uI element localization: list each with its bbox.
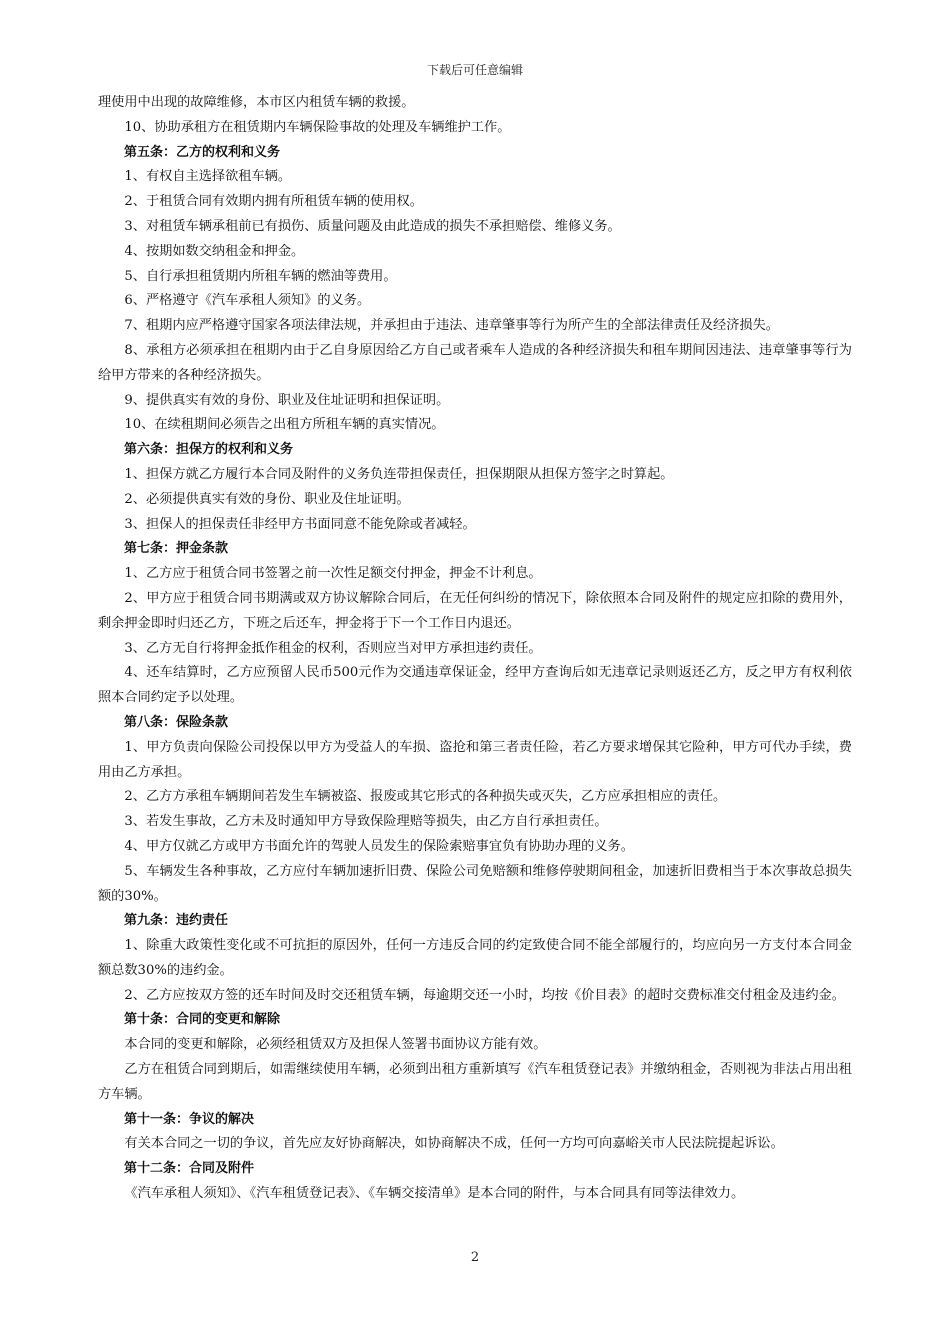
section-heading: 第七条：押金条款 <box>124 541 229 557</box>
clause-paragraph: 6、严格遵守《汽车承租人须知》的义务。 <box>124 293 371 309</box>
clause-paragraph: 2、乙方方承租车辆期间若发生车辆被盗、报废或其它形式的各种损失或灭失，乙方应承担相应的责任。 <box>124 789 727 805</box>
clause-paragraph: 1、有权自主选择欲租车辆。 <box>124 169 292 185</box>
clause-paragraph: 4、甲方仅就乙方或甲方书面允许的驾驶人员发生的保险索赔事宜负有协助办理的义务。 <box>124 838 634 854</box>
clause-paragraph: 2、于租赁合同有效期内拥有所租赁车辆的使用权。 <box>124 194 423 210</box>
page-header: 下载后可任意编辑 <box>426 63 523 77</box>
clause-paragraph: 9、提供真实有效的身份、职业及住址证明和担保证明。 <box>124 392 450 408</box>
clause-paragraph: 4、按期如数交纳租金和押金。 <box>124 243 305 259</box>
clause-paragraph: 理使用中出现的故障维修，本市区内租赁车辆的救援。 <box>98 95 415 110</box>
clause-paragraph: 3、对租赁车辆承租前已有损伤、质量问题及由此造成的损失不承担赔偿、维修义务。 <box>124 218 621 234</box>
section-heading: 第十一条：争议的解决 <box>124 1111 255 1127</box>
page-number: 2 <box>470 1250 480 1265</box>
clause-paragraph: 10、协助承租方在租赁期内车辆保险事故的处理及车辆维护工作。 <box>124 119 511 135</box>
clause-paragraph: 《汽车承租人须知》、《汽车租赁登记表》、《车辆交接清单》是本合同的附件，与本合同具有同等法律效力。 <box>124 1186 745 1202</box>
clause-paragraph: 3、乙方无自行将押金抵作租金的权利，否则应当对甲方承担违约责任。 <box>124 640 542 656</box>
clause-paragraph: 乙方在租赁合同到期后，如需继续使用车辆，必须到出租方重新填写《汽车租赁登记表》并缴纳租金，否则视为非法占用出租方车辆。 <box>98 1062 852 1102</box>
clause-paragraph: 5、车辆发生各种事故，乙方应付车辆加速折旧费、保险公司免赔额和维修停驶期间租金，加速折旧费相当于本次事故总损失额的30%。 <box>98 863 852 904</box>
clause-paragraph: 4、还车结算时，乙方应预留人民币500元作为交通违章保证金，经甲方查询后如无违章记录则返还乙方，反之甲方有权利依照本合同约定予以处理。 <box>98 665 852 706</box>
clause-paragraph: 2、必须提供真实有效的身份、职业及住址证明。 <box>124 491 410 507</box>
section-heading: 第九条：违约责任 <box>124 913 229 929</box>
clause-paragraph: 2、乙方应按双方签的还车时间及时交还租赁车辆，每逾期交还一小时，均按《价目表》的超时交费标准交付租金及违约金。 <box>124 987 845 1003</box>
section-heading: 第十二条：合同及附件 <box>124 1161 255 1177</box>
section-heading: 第六条：担保方的权利和义务 <box>124 442 294 458</box>
document-body <box>98 91 852 1207</box>
clause-paragraph: 有关本合同之一切的争议，首先应友好协商解决，如协商解决不成，任何一方均可向嘉峪关市人民法院提起诉讼。 <box>124 1136 784 1152</box>
clause-paragraph: 2、甲方应于租赁合同书期满或双方协议解除合同后，在无任何纠纷的情况下，除依照本合同及附件的规定应扣除的费用外，剩余押金即时归还乙方，下班之后还车，押金将于下一个工作日内退还。 <box>98 590 852 631</box>
clause-paragraph: 1、甲方负责向保险公司投保以甲方为受益人的车损、盗抢和第三者责任险，若乙方要求增保其它险种，甲方可代办手续，费用由乙方承担。 <box>98 739 852 780</box>
clause-paragraph: 8、承租方必须承担在租期内由于乙自身原因给乙方自己或者乘车人造成的各种经济损失和租车期间因违法、违章肇事等行为给甲方带来的各种经济损失。 <box>98 342 852 383</box>
clause-paragraph: 1、除重大政策性变化或不可抗拒的原因外，任何一方违反合同的约定致使合同不能全部履行的，均应向另一方支付本合同金额总数30%的违约金。 <box>98 938 852 978</box>
clause-paragraph: 1、乙方应于租赁合同书签署之前一次性足额交付押金，押金不计利息。 <box>124 566 542 582</box>
clause-paragraph: 本合同的变更和解除，必须经租赁双方及担保人签署书面协议方能有效。 <box>124 1037 547 1053</box>
clause-paragraph: 7、租期内应严格遵守国家各项法律法规，并承担由于违法、违章肇事等行为所产生的全部法律责任及经济损失。 <box>124 318 779 334</box>
clause-paragraph: 3、担保人的担保责任非经甲方书面同意不能免除或者减轻。 <box>124 516 476 532</box>
clause-paragraph: 5、自行承担租赁期内所租车辆的燃油等费用。 <box>124 268 397 284</box>
clause-paragraph: 3、若发生事故，乙方未及时通知甲方导致保险理赔等损失，由乙方自行承担责任。 <box>124 814 608 830</box>
section-heading: 第八条：保险条款 <box>124 714 229 730</box>
section-heading: 第十条：合同的变更和解除 <box>124 1012 281 1028</box>
clause-paragraph: 10、在续租期间必须告之出租方所租车辆的真实情况。 <box>124 417 445 433</box>
clause-paragraph: 1、担保方就乙方履行本合同及附件的义务负连带担保责任，担保期限从担保方签字之时算起。 <box>124 466 674 482</box>
section-heading: 第五条：乙方的权利和义务 <box>124 144 281 160</box>
